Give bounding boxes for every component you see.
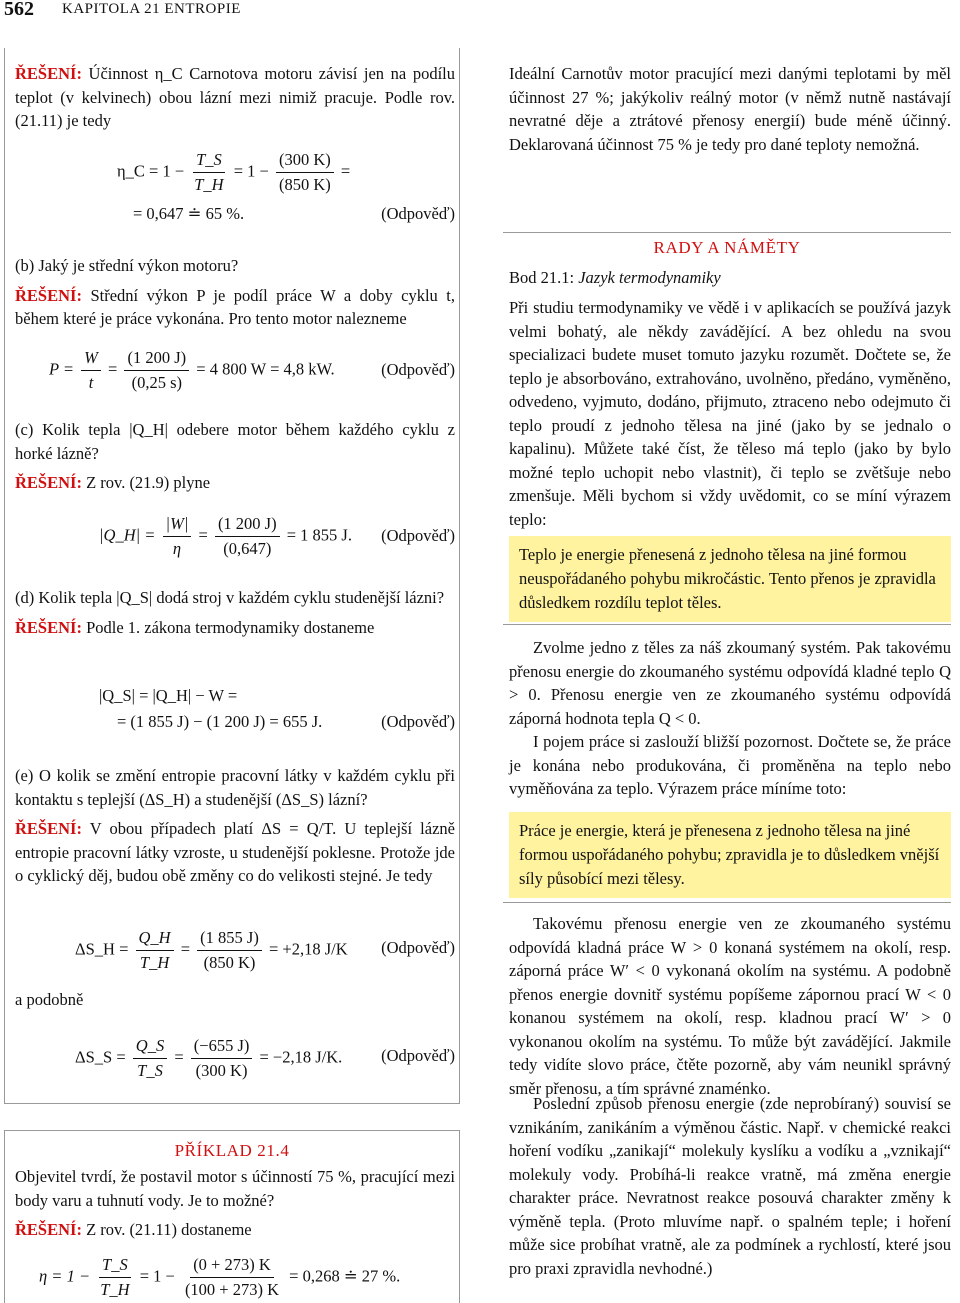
eq2-n2: (1 200 J): [124, 346, 189, 371]
eq5-n2: (1 855 J): [197, 926, 262, 951]
priklad-eq-n1: T_S: [99, 1253, 131, 1278]
eq1-d1: T_H: [194, 175, 224, 194]
part-c-text: Z rov. (21.9) plyne: [86, 473, 211, 492]
eq1b: = 0,647 ≐ 65 %.: [133, 204, 245, 223]
right-p6: Poslední způsob přenosu energie (zde neprobíraný) souvisí se vznikáním, zanikáním a výměnou částic. Např. v chemické reakci hoření vodíku „zanikají“ molekuly kyslíku a vodíku a „vznikají“ molekuly vody. Probíhá-li reakce vratně, má změna energie charakter práce. Nevratnost reakce posouvá charakter změny k výměně tepla. (Proto mluvíme např. o spalném teple; i hoření může sice probíhat vratně, ale za podmínek a rychlostí, které jsou pro praxi zpravidla nevhodné.): [509, 1094, 951, 1278]
rady-title: RADY A NÁMĚTY: [653, 238, 801, 257]
eq1-mid: = 1 −: [233, 161, 269, 181]
eq6-lhs: ΔS_S =: [75, 1047, 126, 1067]
right-column: [503, 52, 951, 1292]
eq1: [117, 148, 350, 197]
reseni-label: ŘEŠENÍ:: [15, 64, 82, 83]
part-d: [15, 586, 455, 639]
heat-definition-box: Teplo je energie přenesená z jednoho tělesa na jiné formou neuspořádaného pohybu mikročástic. Tento přenos je zpravidla důsledkem rozdílu teplot těles.: [509, 536, 951, 622]
eq6-n2: (−655 J): [191, 1034, 253, 1059]
bod-heading: [509, 266, 951, 290]
priklad-eq-end: = 0,268 ≐ 27 %.: [289, 1266, 401, 1286]
part-e-text: V obou případech platí ΔS = Q/T. U teplejší lázně entropie pracovní látky vzroste, u studenější poklesne. Protože jde o cyklický děj, budou obě změny co do velikosti stejné. Je tedy: [15, 819, 455, 885]
eq2-d1: t: [88, 373, 94, 392]
eq1-n2: (300 K): [276, 148, 334, 173]
eq6-d2: (300 K): [195, 1061, 248, 1080]
eq1-end: =: [340, 161, 351, 181]
eq3-end: = 1 855 J.: [286, 525, 352, 545]
priklad-eq-d1: T_H: [100, 1280, 130, 1299]
eq3-d2: (0,647): [223, 539, 272, 558]
eq3-lhs: |Q_H| =: [99, 525, 156, 545]
right-p3: Zvolme jedno z těles za náš zkoumaný systém. Pak takovému přenosu energie do zkoumaného systému odpovídá kladné teplo Q > 0. Přenosu energie ven ze zkoumaného systému odpovídá záporná hodnota tepla Q < 0.: [509, 638, 951, 728]
chapter-title: KAPITOLA 21 ENTROPIE: [62, 1, 241, 17]
odpoved-6: (Odpověď): [381, 1046, 455, 1065]
eq3-n2: (1 200 J): [215, 512, 280, 537]
right-p1: Ideální Carnotův motor pracující mezi danými teplotami by měl účinnost 27 %; jakýkoliv reálný motor (v němž nutně nastávají nevratné děje a ztrátové přenosy energií) bude méně účinný. Deklarovaná účinnost 75 % je tedy pro dané teploty nemožná.: [509, 64, 951, 154]
priklad-eq-lhs: η = 1 −: [39, 1266, 91, 1286]
odpoved-3: (Odpověď): [381, 526, 455, 545]
eq2: P = $\frac{W}{t}$ = $\frac{(1 200 J)}{(0,25 s)}$ = 4 800 W = 4,8 kW.: [49, 346, 335, 395]
part-e-question: (e) O kolik se změní entropie pracovní látky v každém cyklu při kontaktu s teplejší (ΔS_H) a studenější (ΔS_S) lázní?: [15, 766, 455, 809]
odpoved-2: (Odpověď): [381, 360, 455, 379]
eq6-end: = −2,18 J/K.: [259, 1047, 343, 1067]
eq1-d2: (850 K): [278, 175, 331, 194]
eq6: ΔS_S = $\frac{Q\_S}{T\_S}$ = $\frac{(-655 J)}{(300 K)}$ = −2,18 J/K.: [75, 1034, 342, 1083]
bod-label: Bod 21.1:: [509, 268, 575, 287]
odpoved-1: (Odpověď): [381, 204, 455, 223]
priklad-eq: [39, 1253, 400, 1302]
priklad-text: Objevitel tvrdí, že postavil motor s účinností 75 %, pracující mezi body varu a tuhnutí vody. Je to možné?: [15, 1167, 455, 1210]
priklad-title: PŘÍKLAD 21.4: [174, 1141, 290, 1160]
part-b-text: Střední výkon P je podíl práce W a doby cyklu t, během které je práce vykonána. Pro tento motor nalezneme: [15, 285, 456, 328]
part-c-question: (c) Kolik tepla |Q_H| odebere motor během každého cyklu z horké lázně?: [15, 420, 455, 463]
reseni-label: ŘEŠENÍ:: [15, 617, 82, 637]
part-d-text: Podle 1. zákona termodynamiky dostaneme: [86, 617, 375, 637]
odpoved-5: (Odpověď): [381, 938, 455, 957]
right-p4: I pojem práce si zaslouží bližší pozornost. Dočtete se, že práce je konána nebo produkována, či proměněna na teplo nebo vyměňována za teplo. Výrazem práce míníme toto:: [509, 732, 951, 798]
part-a-text: Účinnost η_C Carnotova motoru závisí jen na podílu teplot (v kelvinech) obou lázní mezi nimiž pracuje. Podle rov. (21.11) je tedy: [15, 64, 456, 130]
reseni-label: ŘEŠENÍ:: [15, 473, 82, 492]
part-b-question: (b) Jaký je střední výkon motoru?: [15, 256, 239, 275]
eq6-n1: Q_S: [133, 1034, 167, 1059]
eq6-d1: T_S: [137, 1061, 163, 1080]
right-p2: Při studiu termodynamiky ve vědě i v aplikacích se používá jazyk velmi bohatý, ale někdy zavádějící. A bez ohledu na svou specializaci budete muset tomuto jazyku rozumět. Dočtete se, že teplo je absorbováno, extrahováno, uvolněno, předáno, vyměněno, odvedeno, vyjmuto, dodáno, přijmuto, ztraceno nebo odejmuto či teplo proudí z jednoho tělesa na jiné (jako by se jednalo o kapalinu). Můžete také číst, že těleso má teplo (jako by bylo možné teplo uchopit nebo vlastnit), či teplo se zvětšuje nebo zmenšuje. Měli bychom si vždy uvědomit, co se míní výrazem teplo:: [509, 298, 951, 529]
page-number: 562: [4, 0, 34, 20]
box2-divider: [503, 902, 951, 903]
priklad-reseni-text: Z rov. (21.11) dostaneme: [86, 1220, 252, 1239]
eq1-n1: T_S: [193, 148, 225, 173]
eq5-end: = +2,18 J/K: [268, 939, 348, 959]
eq5-d2: (850 K): [203, 953, 256, 972]
odpoved-4: (Odpověď): [381, 712, 455, 731]
reseni-label: ŘEŠENÍ:: [15, 819, 82, 838]
part-d-question: (d) Kolik tepla |Q_S| dodá stroj v každém cyklu studenější lázni?: [15, 588, 445, 607]
eq3-d1: η: [172, 539, 182, 558]
reseni-label: ŘEŠENÍ:: [15, 1220, 82, 1239]
priklad-eq-n2: (0 + 273) K: [190, 1253, 274, 1278]
work-definition-box: Práce je energie, která je přenesena z jednoho tělesa na jiné formou uspořádaného pohybu; zpravidla je to důsledkem vnější síly působící mezi tělesy.: [509, 812, 951, 898]
eq4a: |Q_S| = |Q_H| − W =: [99, 686, 238, 705]
eq2-d2: (0,25 s): [131, 373, 183, 392]
eq3-n1: |W|: [163, 512, 192, 537]
a-podobne: a podobně: [15, 990, 84, 1009]
priklad-text-block: [15, 1165, 455, 1242]
eq2-lhs: P =: [49, 359, 75, 379]
eq5-lhs: ΔS_H =: [75, 939, 129, 959]
eq5: ΔS_H = $\frac{Q\_H}{T\_H}$ = $\frac{(1 855 J)}{(850 K)}$ = +2,18 J/K: [75, 926, 348, 975]
eq5-n1: Q_H: [136, 926, 174, 951]
eq1-lhs: η_C = 1 −: [117, 161, 185, 181]
eq2-end: = 4 800 W = 4,8 kW.: [196, 359, 335, 379]
part-b: [15, 254, 455, 331]
part-c: [15, 418, 455, 495]
bod-title: Jazyk termodynamiky: [578, 268, 721, 287]
eq5-d1: T_H: [139, 953, 170, 972]
reseni-label: ŘEŠENÍ:: [15, 285, 82, 305]
right-p5: Takovému přenosu energie ven ze zkoumaného systému odpovídá kladná práce W > 0 konaná systémem na okolí, resp. záporná práce W′ < 0 vykonaná okolím na systému. A podobně přenos energie dovnitř systému popíšeme zápornou prací W < 0 konanou systémem na okolí, resp. kladnou prací W′ > 0 vykonanou okolím na systému. To může být zavádějící. Jakmile tedy vidíte slovo práce, čtěte pozorně, aby vám neunikl správný směr přenosu, a tím správné znaménko.: [509, 914, 951, 1098]
eq4b: = (1 855 J) − (1 200 J) = 655 J.: [117, 712, 323, 731]
priklad-eq-mid: = 1 −: [139, 1266, 175, 1286]
part-a: [15, 62, 455, 133]
box1-divider: [503, 624, 951, 625]
part-e: [15, 764, 455, 888]
priklad-box: [4, 1130, 460, 1303]
priklad-eq-d2: (100 + 273) K: [184, 1280, 280, 1299]
left-solution-box: [4, 48, 460, 1104]
eq3: |Q_H| = $\frac{|W|}{\eta}$ = $\frac{(1 200 J)}{(0,647)}$ = 1 855 J.: [99, 512, 352, 561]
page-header: [0, 0, 960, 26]
rady-divider: [503, 232, 951, 233]
eq2-n1: W: [81, 346, 101, 371]
